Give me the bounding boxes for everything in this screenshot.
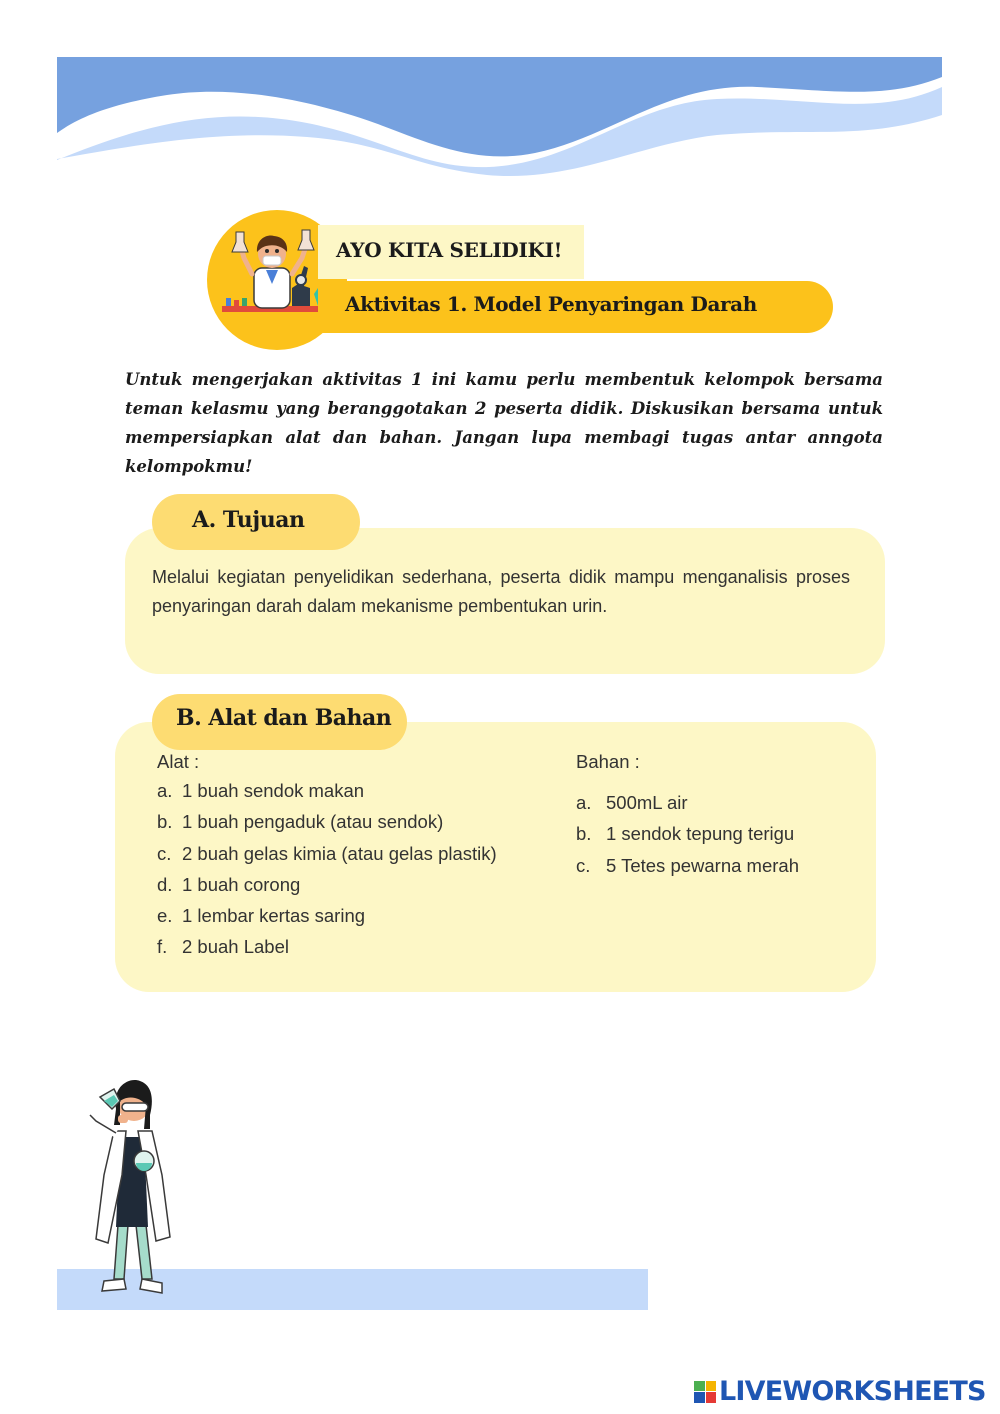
list-item: c. 2 buah gelas kimia (atau gelas plastik)	[157, 842, 497, 864]
list-item: a. 500mL air	[576, 792, 688, 813]
liveworksheets-brand[interactable]	[694, 1376, 986, 1407]
list-item: d. 1 buah corong	[157, 873, 301, 895]
activity-subtitle: Aktivitas 1. Model Penyaringan Darah	[345, 292, 757, 316]
brand-name: LIVEWORKSHEETS	[719, 1376, 986, 1407]
list-item: b. 1 sendok tepung terigu	[576, 823, 795, 845]
scientist-girl-illustration	[78, 1075, 182, 1297]
intro-paragraph: Untuk mengerjakan aktivitas 1 ini kamu perlu membentuk kelompok bersama teman kelasmu yang beranggotakan 2 peserta didik. Diskusikan bersama untuk mempersiapkan alat dan bahan. Jangan lupa membagi tugas antar anngota kelompokmu!	[125, 370, 883, 476]
tujuan-heading: A. Tujuan	[152, 494, 360, 550]
list-item: c. 5 Tetes pewarna merah	[576, 854, 799, 876]
list-item: e. 1 lembar kertas saring	[157, 905, 366, 927]
tujuan-text: Melalui kegiatan penyelidikan sederhana, peserta didik mampu menganalisis proses penyaringan darah dalam mekanisme pembentukan urin.	[152, 567, 850, 616]
alat-label: Alat :	[157, 751, 200, 772]
header-wave-decoration	[57, 57, 942, 177]
page-title: AYO KITA SELIDIKI!	[336, 238, 563, 262]
scientist-boy-illustration	[218, 228, 334, 324]
bahan-label: Bahan :	[576, 751, 640, 772]
list-item: a. 1 buah sendok makan	[157, 780, 365, 801]
list-item: b. 1 buah pengaduk (atau sendok)	[157, 811, 444, 833]
list-item: f. 2 buah Label	[157, 936, 289, 958]
alat-bahan-heading: B. Alat dan Bahan	[152, 694, 407, 750]
liveworksheets-logo-icon	[694, 1381, 716, 1403]
bahan-list	[576, 748, 799, 881]
alat-list	[157, 748, 497, 963]
